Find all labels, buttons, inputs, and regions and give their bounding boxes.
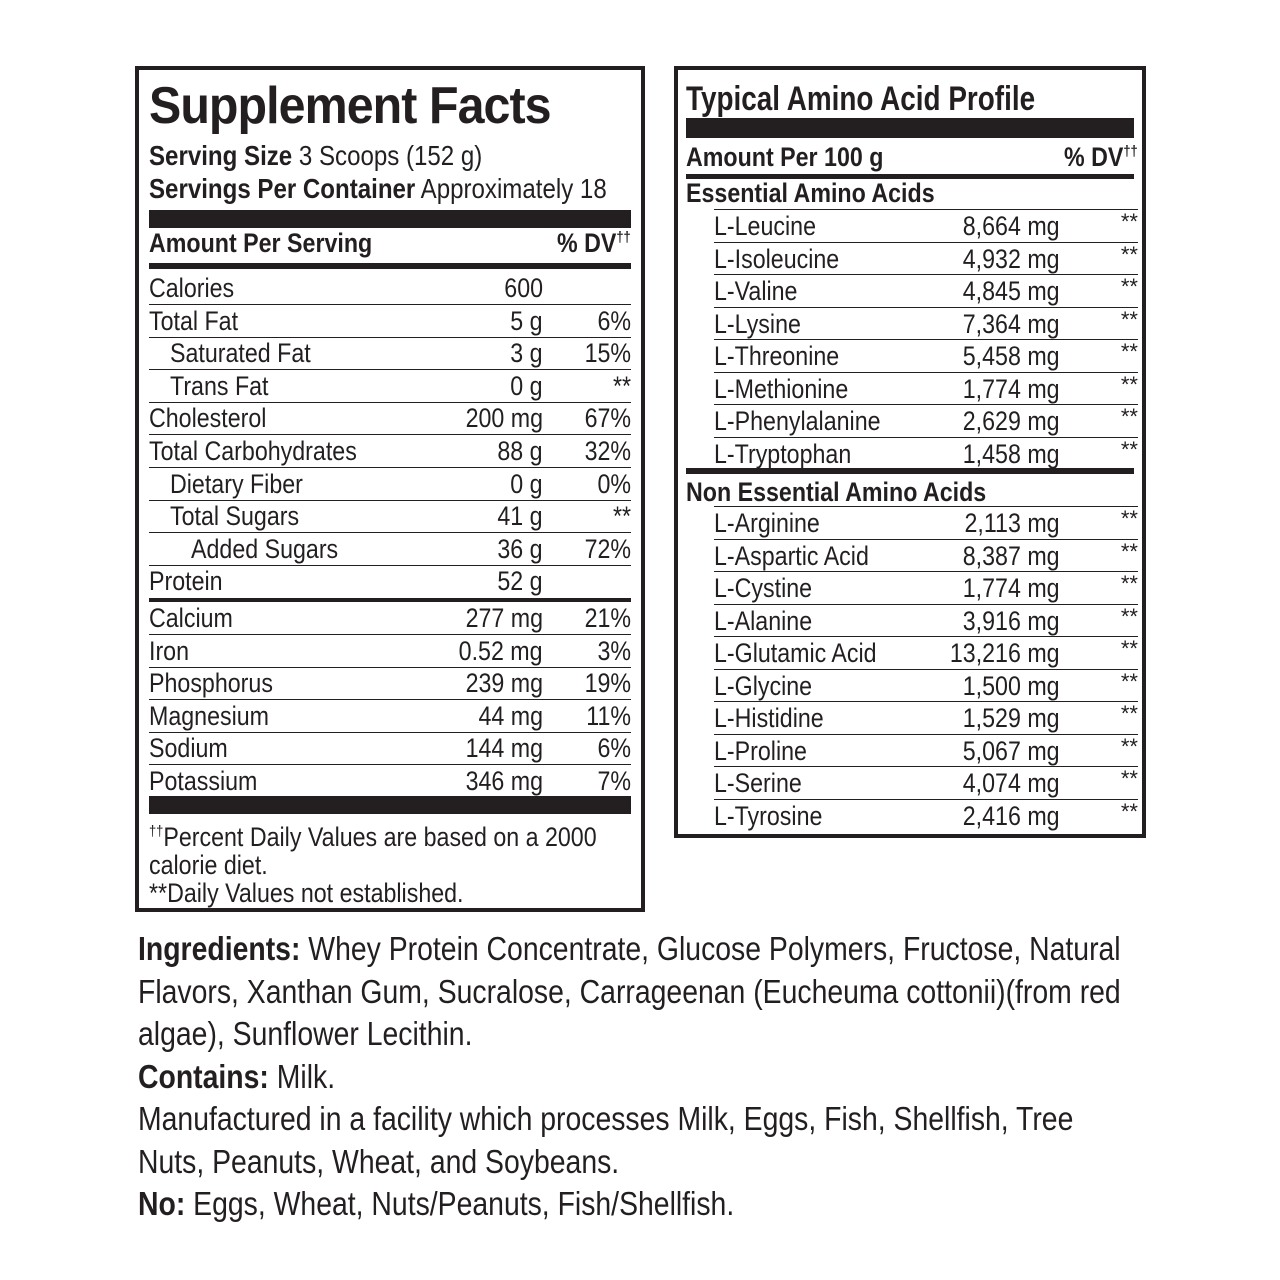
amino-row (714, 734, 1138, 767)
nutrient-name: Cholesterol (149, 403, 267, 434)
contains-paragraph: Contains: Milk. (138, 1057, 336, 1095)
nutrient-name: Total Sugars (170, 501, 300, 532)
nutrient-name: Calories (149, 273, 235, 303)
servings-value: Approximately 18 (420, 173, 607, 204)
mineral-amount: 144 mg (465, 733, 543, 764)
amino-dv: ** (1120, 636, 1138, 661)
nutrient-amount: 600 (504, 273, 543, 303)
amino-amount: 1,500 mg (963, 670, 1060, 701)
amino-profile-title: Typical Amino Acid Profile (686, 80, 1036, 118)
nutrient-row (149, 337, 631, 370)
amino-row (714, 242, 1138, 275)
amino-row (714, 539, 1138, 572)
mineral-dv: 7% (597, 766, 631, 796)
amino-row (714, 404, 1138, 437)
mineral-name: Iron (149, 635, 190, 666)
amino-amount: 8,387 mg (963, 540, 1060, 571)
amino-dv: ** (1120, 241, 1138, 267)
facility-paragraph: Manufactured in a facility which processes Milk, Eggs, Fish, Shellfish, Tree Nuts, Peanuts, Wheat, and Soybeans. (138, 1100, 1074, 1180)
amino-section-divider (686, 468, 1134, 474)
amino-amount: 7,364 mg (963, 308, 1060, 339)
mineral-name: Sodium (149, 733, 228, 764)
amino-dv: ** (1120, 274, 1138, 299)
dv-header: % DV†† (557, 228, 631, 258)
amino-name: L-Isoleucine (714, 243, 840, 274)
amount-per-100g-header: Amount Per 100 g (686, 142, 884, 172)
servings-label: Servings Per Container (149, 173, 416, 204)
amino-name: L-Alanine (714, 605, 813, 636)
mineral-dv: 6% (597, 733, 631, 764)
mineral-name: Phosphorus (149, 668, 273, 699)
nutrient-dv: 32% (584, 436, 631, 466)
amino-row (714, 274, 1138, 307)
amino-amount: 2,113 mg (964, 508, 1060, 538)
amino-row (714, 766, 1138, 799)
amino-amount: 1,529 mg (963, 703, 1060, 733)
amino-name: L-Histidine (714, 703, 824, 733)
amino-row (714, 437, 1138, 470)
mineral-amount: 44 mg (478, 700, 543, 731)
nutrient-row (149, 272, 631, 305)
nutrient-row (149, 305, 631, 338)
amino-name: L-Threonine (714, 341, 840, 371)
mineral-amount: 346 mg (465, 766, 543, 796)
amino-amount: 2,416 mg (963, 800, 1060, 831)
nutrient-dv: ** (612, 501, 631, 532)
amino-name: L-Lysine (714, 308, 801, 339)
non-essential-amino-acids-heading: Non Essential Amino Acids (686, 477, 987, 507)
nutrient-amount: 200 mg (465, 403, 543, 434)
amino-dv: ** (1120, 436, 1138, 462)
amino-amount: 5,067 mg (963, 735, 1060, 766)
amino-dv: ** (1120, 209, 1138, 234)
mineral-dv: 3% (597, 635, 631, 666)
amino-row (714, 339, 1138, 372)
amino-name: L-Aspartic Acid (714, 540, 869, 571)
amino-row (714, 571, 1138, 604)
amino-name: L-Phenylalanine (714, 406, 881, 436)
amino-amount: 8,664 mg (963, 211, 1060, 241)
header-divider (149, 263, 631, 269)
nutrient-name: Total Carbohydrates (149, 436, 357, 466)
amino-dv: ** (1120, 339, 1138, 364)
mineral-row (149, 635, 631, 668)
nutrient-name: Protein (149, 566, 223, 597)
no-allergens-paragraph: No: Eggs, Wheat, Nuts/Peanuts, Fish/Shellfish. (138, 1185, 735, 1222)
amino-name: L-Serine (714, 768, 802, 798)
amino-dv: ** (1120, 404, 1138, 429)
amino-row (714, 209, 1138, 242)
servings-per-container-line (149, 173, 607, 205)
amino-dv: ** (1120, 506, 1138, 531)
mineral-name: Magnesium (149, 700, 270, 731)
mineral-row (149, 667, 631, 700)
nutrient-dv: 67% (584, 403, 631, 434)
nutrient-dv: 15% (584, 338, 631, 369)
amino-row (714, 506, 1138, 539)
mineral-row (149, 732, 631, 765)
amino-amount: 3,916 mg (963, 605, 1060, 636)
amino-name: L-Glutamic Acid (714, 638, 877, 668)
amino-dv-header: % DV†† (1064, 142, 1138, 172)
amino-name: L-Glycine (714, 670, 813, 701)
footnote-not-established: **Daily Values not established. (149, 878, 464, 908)
amino-name: L-Cystine (714, 573, 813, 603)
amino-row (714, 636, 1138, 669)
amino-amount: 13,216 mg (950, 638, 1060, 668)
serving-size-line (149, 140, 482, 172)
mineral-name: Potassium (149, 766, 258, 796)
amino-name: L-Proline (714, 735, 807, 766)
amino-dv: ** (1120, 306, 1138, 332)
mineral-amount: 239 mg (465, 668, 543, 699)
mineral-dv: 19% (584, 668, 631, 699)
nutrient-row (149, 565, 631, 597)
nutrient-amount: 36 g (497, 533, 543, 564)
amino-amount: 4,074 mg (963, 768, 1060, 798)
amino-amount: 1,774 mg (963, 573, 1060, 603)
supplement-facts-title: Supplement Facts (149, 77, 551, 135)
ingredients-paragraph: Ingredients: Whey Protein Concentrate, Glucose Polymers, Fructose, Natural Flavors, Xanthan Gum, Sucralose, Carrageenan (Eucheuma cottonii)(from red algae), Sunflower Lecithin. (138, 930, 1121, 1052)
amino-name: L-Tryptophan (714, 438, 852, 469)
nutrient-amount: 52 g (497, 566, 543, 597)
nutrient-amount: 3 g (510, 338, 543, 369)
amino-header-row (686, 142, 1138, 176)
nutrient-row (149, 435, 631, 468)
nutrient-name: Added Sugars (191, 533, 339, 564)
nutrient-row (149, 533, 631, 566)
nutrient-amount: 5 g (510, 305, 543, 336)
essential-amino-acids-heading: Essential Amino Acids (686, 178, 935, 208)
nutrient-name: Saturated Fat (170, 338, 311, 369)
ingredients-block (138, 928, 1278, 1226)
amino-amount: 4,845 mg (963, 276, 1060, 306)
amino-dv: ** (1120, 766, 1138, 791)
mineral-name: Calcium (149, 603, 233, 633)
nutrient-dv: 72% (584, 533, 631, 564)
amino-acid-profile-panel (674, 66, 1146, 838)
amino-row (714, 799, 1138, 832)
amino-name: L-Methionine (714, 373, 849, 404)
mineral-dv: 21% (584, 603, 631, 633)
mineral-row (149, 602, 631, 635)
amino-name: L-Valine (714, 276, 798, 306)
amino-dv: ** (1120, 571, 1138, 596)
nutrient-amount: 88 g (497, 436, 543, 466)
amino-amount: 2,629 mg (963, 406, 1060, 436)
amino-amount: 1,458 mg (963, 438, 1060, 469)
amount-per-serving-header: Amount Per Serving (149, 228, 373, 258)
nutrient-dv: 6% (597, 305, 631, 336)
nutrient-name: Total Fat (149, 305, 239, 336)
amino-dv: ** (1120, 538, 1138, 564)
footnote-dv-basis: Percent Daily Values are based on a 2000 calorie diet. (149, 822, 597, 880)
mineral-dv: 11% (586, 700, 631, 731)
nutrient-row (149, 468, 631, 501)
serving-size-label: Serving Size (149, 140, 293, 171)
mineral-row (149, 700, 631, 733)
amino-row (714, 372, 1138, 405)
amino-name: L-Leucine (714, 211, 816, 241)
amino-row (714, 701, 1138, 734)
amino-dv: ** (1120, 603, 1138, 629)
footnote: ††Percent Daily Values are based on a 2000 calorie diet. **Daily Values not established. (149, 822, 597, 908)
amino-row (714, 669, 1138, 702)
mineral-amount: 277 mg (465, 603, 543, 633)
amino-dv: ** (1120, 668, 1138, 694)
nutrient-amount: 0 g (510, 468, 543, 499)
nutrient-dv: ** (612, 370, 631, 401)
nutrient-name: Dietary Fiber (170, 468, 303, 499)
nutrient-row (149, 402, 631, 435)
supplement-facts-panel (135, 66, 645, 912)
nutrient-name: Trans Fat (170, 370, 269, 401)
amino-name: L-Tyrosine (714, 800, 823, 831)
amino-dv: ** (1120, 701, 1138, 726)
nutrient-row (149, 500, 631, 533)
mineral-amount: 0.52 mg (459, 635, 543, 666)
amino-amount: 1,774 mg (963, 373, 1060, 404)
nutrient-amount: 41 g (497, 501, 543, 532)
nutrient-row (149, 370, 631, 403)
bottom-thick-divider (149, 796, 631, 814)
amino-name: L-Arginine (714, 508, 820, 538)
amino-amount: 4,932 mg (963, 243, 1060, 274)
mineral-row (149, 765, 631, 797)
amino-amount: 5,458 mg (963, 341, 1060, 371)
amount-header-row (149, 228, 631, 262)
nutrient-amount: 0 g (510, 370, 543, 401)
amino-row (714, 307, 1138, 340)
serving-size-value: 3 Scoops (152 g) (298, 140, 483, 171)
amino-dv: ** (1120, 798, 1138, 824)
amino-thick-divider (686, 118, 1134, 138)
amino-dv: ** (1120, 371, 1138, 397)
amino-dv: ** (1120, 733, 1138, 759)
amino-row (714, 604, 1138, 637)
nutrient-dv: 0% (597, 468, 631, 499)
thick-divider (149, 210, 631, 228)
